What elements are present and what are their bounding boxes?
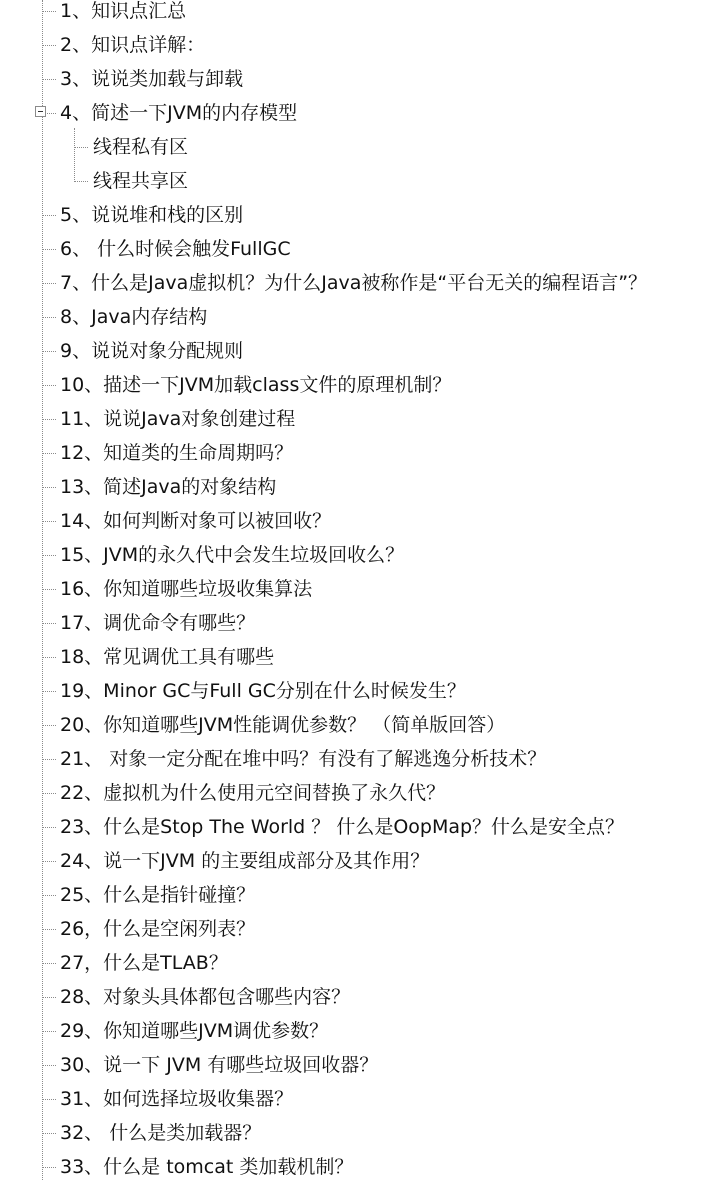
tree-item-label: 32、 什么是类加载器？ (60, 1122, 262, 1144)
tree-item-5[interactable] (0, 198, 720, 232)
tree-item-label: 28、对象头具体都包含哪些内容？ (60, 986, 351, 1008)
tree-item-label: 30、说一下 JVM 有哪些垃圾回收器？ (60, 1054, 379, 1076)
tree-item-2[interactable] (0, 28, 720, 62)
tree-item-label: 8、Java内存结构 (60, 306, 208, 328)
tree-item-10[interactable] (0, 368, 720, 402)
tree-item-label: 3、说说类加载与卸载 (60, 68, 244, 90)
tree-item-label: 6、 什么时候会触发FullGC (60, 238, 291, 260)
tree-item-19[interactable] (0, 674, 720, 708)
tree-item-label: 线程共享区 (93, 170, 189, 192)
tree-item-22[interactable] (0, 776, 720, 810)
tree-item-label: 1、知识点汇总 (60, 0, 187, 22)
tree-item-4[interactable] (0, 96, 720, 130)
tree-item-9[interactable] (0, 334, 720, 368)
tree-item-31[interactable] (0, 1082, 720, 1116)
tree-item-label: 13、简述Java的对象结构 (60, 476, 277, 498)
tree-item-16[interactable] (0, 572, 720, 606)
tree-subitem-shared-area[interactable] (0, 164, 720, 198)
tree-item-20[interactable] (0, 708, 720, 742)
tree-item-label: 19、Minor GC与Full GC分别在什么时候发生？ (60, 680, 466, 702)
tree-item-label: 12、知道类的生命周期吗？ (60, 442, 294, 464)
tree-item-label: 20、你知道哪些JVM性能调优参数？ （简单版回答） (60, 714, 506, 736)
tree-item-label: 7、什么是Java虚拟机？为什么Java被称作是“平台无关的编程语言”？ (60, 272, 648, 294)
tree-item-label: 24、说一下JVM 的主要组成部分及其作用？ (60, 850, 430, 872)
tree-item-label: 15、JVM的永久代中会发生垃圾回收么？ (60, 544, 405, 566)
tree-item-label: 线程私有区 (93, 136, 189, 158)
tree-item-label: 33、什么是 tomcat 类加载机制？ (60, 1156, 354, 1178)
tree-item-25[interactable] (0, 878, 720, 912)
tree-item-18[interactable] (0, 640, 720, 674)
tree-subitem-private-area[interactable] (0, 130, 720, 164)
tree-item-29[interactable] (0, 1014, 720, 1048)
tree-item-15[interactable] (0, 538, 720, 572)
tree-item-11[interactable] (0, 402, 720, 436)
tree-item-label: 4、简述一下JVM的内存模型 (60, 102, 298, 124)
tree-item-23[interactable] (0, 810, 720, 844)
tree-item-label: 11、说说Java对象创建过程 (60, 408, 296, 430)
tree-item-13[interactable] (0, 470, 720, 504)
tree-item-label: 9、说说对象分配规则 (60, 340, 244, 362)
tree-item-24[interactable] (0, 844, 720, 878)
tree-item-label: 17、调优命令有哪些？ (60, 612, 256, 634)
tree-item-label: 27，什么是TLAB？ (60, 952, 228, 974)
tree-item-label: 21、 对象一定分配在堆中吗？有没有了解逃逸分析技术？ (60, 748, 547, 770)
tree-item-label: 26，什么是空闲列表？ (60, 918, 256, 940)
tree-item-label: 23、什么是Stop The World ？ 什么是OopMap？什么是安全点？ (60, 816, 625, 838)
tree-item-8[interactable] (0, 300, 720, 334)
tree-item-1[interactable] (0, 0, 720, 28)
tree-item-33[interactable] (0, 1150, 720, 1184)
tree-item-14[interactable] (0, 504, 720, 538)
tree-item-6[interactable] (0, 232, 720, 266)
tree-item-12[interactable] (0, 436, 720, 470)
tree-item-30[interactable] (0, 1048, 720, 1082)
tree-item-7[interactable] (0, 266, 720, 300)
tree-item-label: 16、你知道哪些垃圾收集算法 (60, 578, 313, 600)
tree-item-17[interactable] (0, 606, 720, 640)
tree-item-label: 25、什么是指针碰撞？ (60, 884, 256, 906)
tree-item-label: 31、如何选择垃圾收集器？ (60, 1088, 294, 1110)
tree-item-label: 18、常见调优工具有哪些 (60, 646, 275, 668)
tree-item-21[interactable] (0, 742, 720, 776)
tree-item-label: 10、描述一下JVM加载class文件的原理机制？ (60, 374, 452, 396)
tree-item-3[interactable] (0, 62, 720, 96)
tree-item-32[interactable] (0, 1116, 720, 1150)
tree-item-26[interactable] (0, 912, 720, 946)
tree-item-label: 22、虚拟机为什么使用元空间替换了永久代？ (60, 782, 446, 804)
collapse-toggle-icon[interactable] (35, 106, 46, 117)
tree-item-label: 29、你知道哪些JVM调优参数？ (60, 1020, 329, 1042)
tree-item-label: 5、说说堆和栈的区别 (60, 204, 244, 226)
tree-item-28[interactable] (0, 980, 720, 1014)
tree-item-27[interactable] (0, 946, 720, 980)
tree-item-label: 2、知识点详解： (60, 34, 206, 56)
tree-item-label: 14、如何判断对象可以被回收？ (60, 510, 332, 532)
